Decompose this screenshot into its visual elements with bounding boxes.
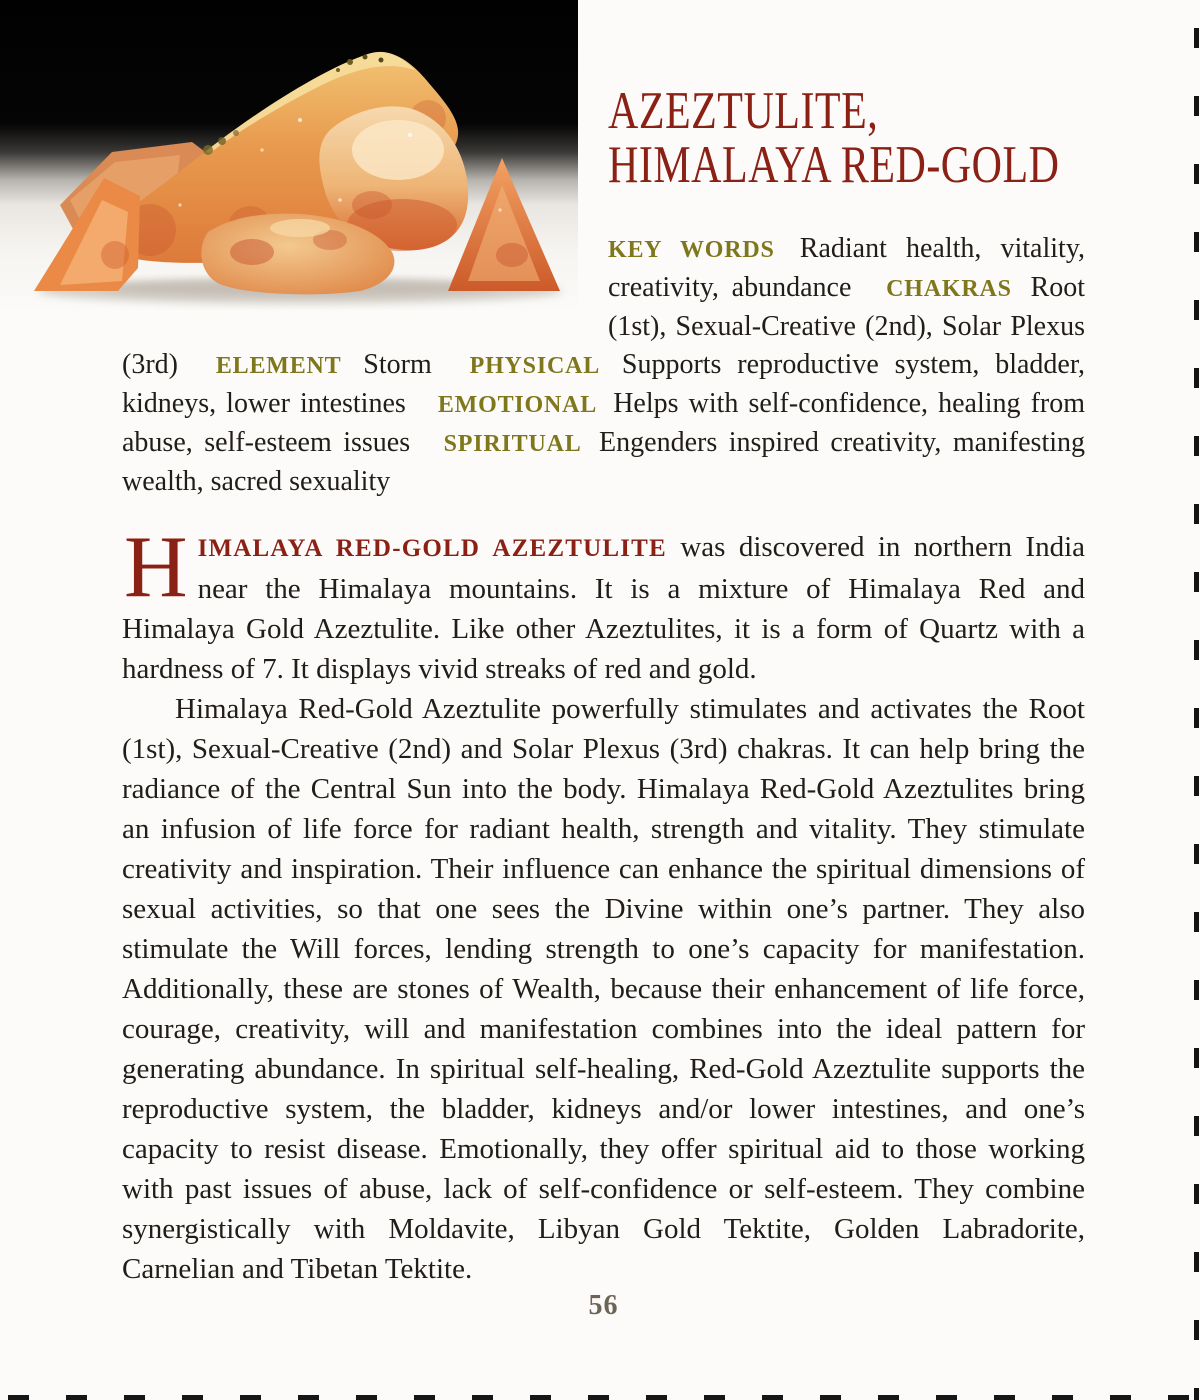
spiritual-text: Engenders inspired creativity, manifesting wealth, sacred sexuality	[122, 427, 1086, 497]
lead-small-caps: IMALAYA RED-GOLD AZEZTULITE	[197, 535, 667, 562]
text-column	[122, 82, 1086, 1289]
emotional-text: Helps with self-confidence, healing from abuse, self-esteem issues	[122, 388, 1086, 458]
physical-label: PHYSICAL	[469, 353, 601, 379]
physical-text: Supports reproductive system, bladder, kidneys, lower intestines	[122, 349, 1086, 419]
chakras-label: CHAKRAS	[886, 276, 1012, 302]
element-label: ELEMENT	[215, 353, 342, 379]
body-paragraph-1	[122, 519, 1086, 689]
drop-cap: H	[124, 519, 188, 616]
page-edge-marks-bottom	[8, 1395, 1192, 1400]
emotional-label: EMOTIONAL	[437, 392, 598, 418]
body-paragraph-2: Himalaya Red-Gold Azeztulite powerfully stimulates and activates the Root (1st), Sexual-Creative (2nd) and Solar Plexus (3rd) chakras. It can help bring the radiance of the Central Sun into the body. Himalaya Red-Gold Azeztulites bring an infusion of life force for radiant health, strength and vitality. They stimulate creativity and inspiration. Their influence can enhance the spiritual dimensions of sexual activities, so that one sees the Divine within one’s partner. They also stimulate the Will forces, lending strength to one’s capacity for manifestation. Additionally, these are stones of Wealth, because their enhancement of life force, courage, creativity, will and manifestation combines into the ideal pattern for generating abundance. In spiritual self-healing, Red-Gold Azeztulite supports the reproductive system, the bladder, kidneys and/or lower intestines, and one’s capacity to resist disease. Emotionally, they offer spiritual aid to those working with past issues of abuse, lack of self-confidence or self-esteem. They combine synergistically with Moldavite, Libyan Gold Tektite, Golden Labradorite, Carnelian and Tibetan Tektite.	[122, 693, 1085, 1285]
element-text: Storm	[363, 349, 432, 380]
page-edge-marks-right	[1194, 28, 1199, 1400]
paragraph-1-text: was discovered in northern India near the Himalaya mountains. It is a mixture of Himalaya Red and Himalaya Gold Azeztulite. Like other Azeztulites, it is a form of Quartz with a hardness of 7. It displays vivid streaks of red and gold.	[122, 531, 1086, 685]
title-line-2: HIMALAYA RED-GOLD	[608, 136, 1060, 195]
page-number: 56	[588, 1290, 619, 1321]
key-words-label: KEY WORDS	[608, 237, 775, 263]
chakras-text: Root (1st), Sexual-Creative (2nd), Solar Plexus (3rd)	[122, 272, 1086, 380]
spiritual-label: SPIRITUAL	[443, 431, 582, 457]
title-line-1: AZEZTULITE,	[608, 82, 879, 141]
key-words-text: Radiant health, vitality, creativity, abundance	[608, 233, 1085, 303]
page-title	[122, 82, 1085, 195]
